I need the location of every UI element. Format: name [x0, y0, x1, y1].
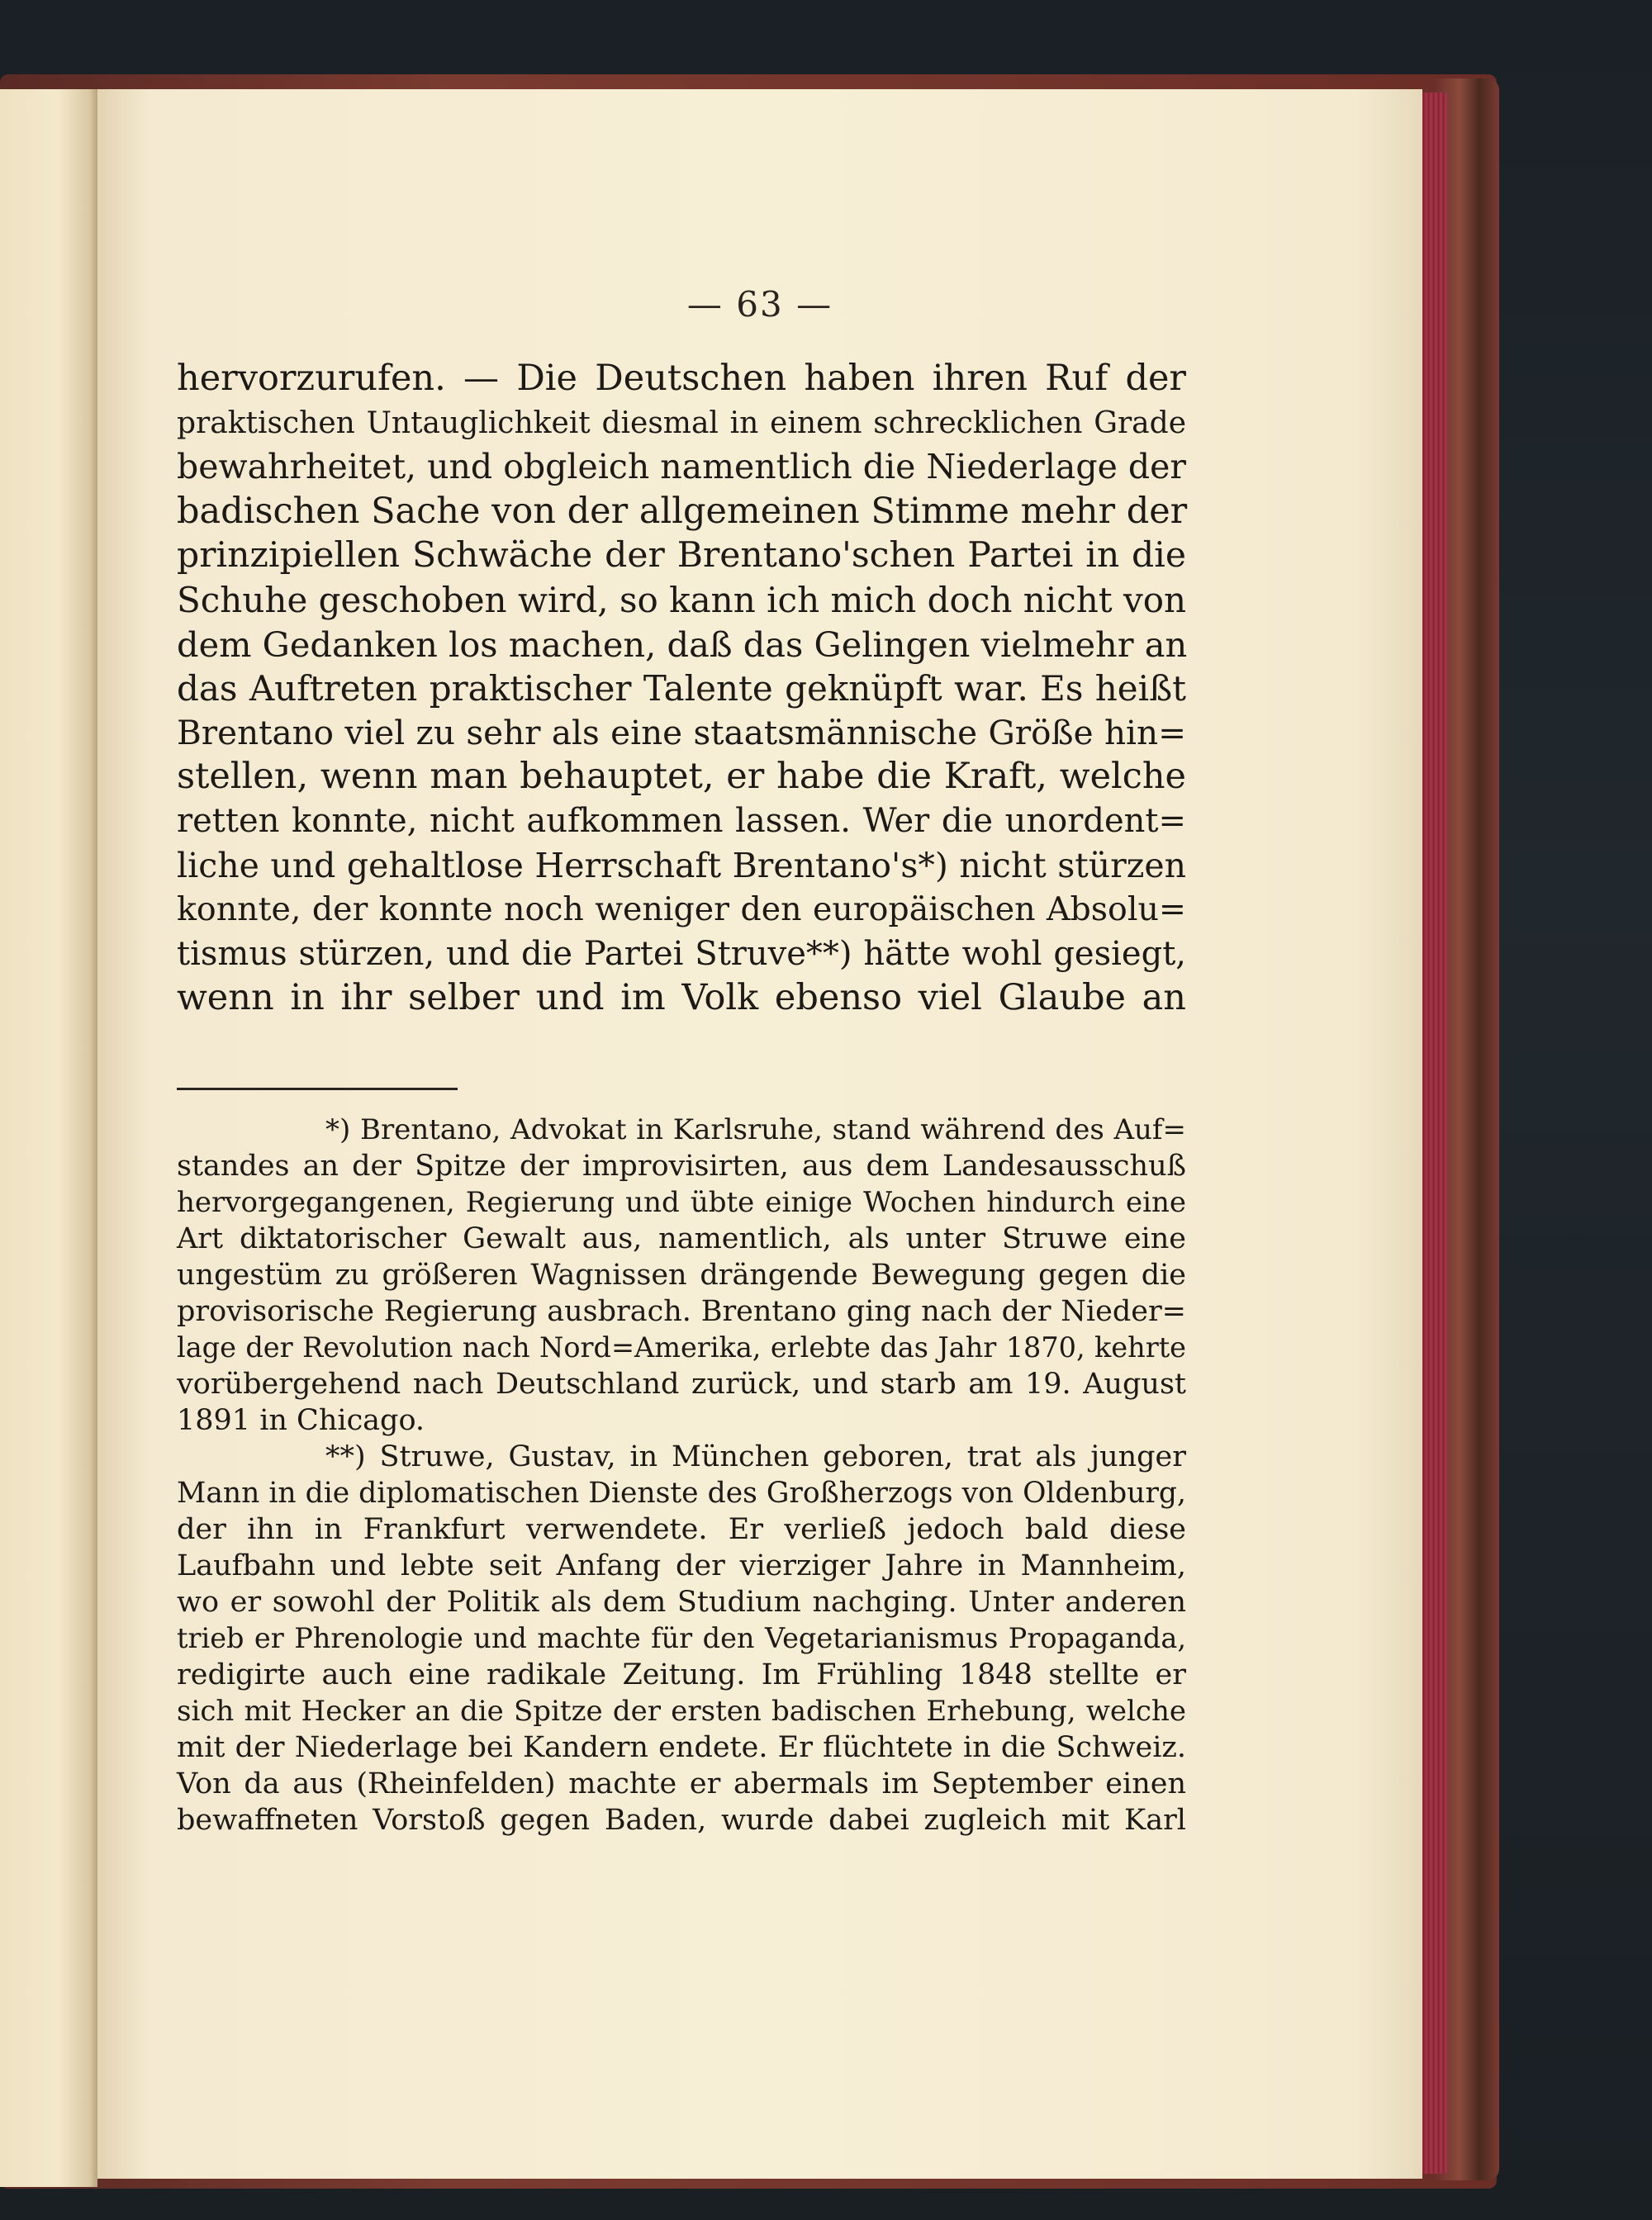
- page-number: — 63 —: [686, 284, 833, 325]
- footnote-line: trieb er Phrenologie und machte für den Vegetarianismus Propaganda,: [177, 1622, 1186, 1654]
- text-line: stellen, wenn man behauptet, er habe die Kraft, welche: [177, 756, 1186, 798]
- text-line: bewahrheitet, und obgleich namentlich die Niederlage der: [177, 447, 1186, 487]
- text-line: praktischen Untauglichkeit diesmal in einem schrecklichen Grade: [177, 406, 1186, 440]
- text-line: das Auftreten praktischer Talente geknüpft war. Es heißt: [177, 668, 1186, 709]
- footnote-line: hervorgegangenen, Regierung und übte einige Wochen hindurch eine: [177, 1186, 1186, 1219]
- footnote-line: sich mit Hecker an die Spitze der ersten badischen Erhebung, welche: [177, 1695, 1186, 1728]
- footnote-line: Mann in die diplomatischen Dienste des Großherzogs von Oldenburg,: [177, 1477, 1186, 1510]
- text-line: hervorzurufen. — Die Deutschen haben ihren Ruf der: [177, 358, 1186, 399]
- text-line: liche und gehaltlose Herrschaft Brentano's*) nicht stürzen: [177, 845, 1186, 885]
- footnote-line: der ihn in Frankfurt verwendete. Er verließ jedoch bald diese: [177, 1513, 1186, 1546]
- text-line: Schuhe geschoben wird, so kann ich mich doch nicht von: [177, 579, 1187, 620]
- left-page-sliver: [0, 89, 97, 2187]
- footnote-line: *) Brentano, Advokat in Karlsruhe, stand während des Auf=: [325, 1113, 1186, 1146]
- main-text: [177, 357, 1186, 1021]
- text-line: Brentano viel zu sehr als eine staatsmännische Größe hin=: [177, 712, 1186, 752]
- footnotes: [177, 1112, 1186, 1838]
- footnote-line: redigirte auch eine radikale Zeitung. Im Frühling 1848 stellte er: [177, 1658, 1186, 1691]
- footnote-line: Von da aus (Rheinfelden) machte er abermals im September einen: [177, 1767, 1186, 1800]
- text-line: wenn in ihr selber und im Volk ebenso viel Glaube an: [177, 977, 1186, 1019]
- footnote-line: provisorische Regierung ausbrach. Brentano ging nach der Nieder=: [177, 1295, 1186, 1328]
- footnote-line: bewaffneten Vorstoß gegen Baden, wurde dabei zugleich mit Karl: [177, 1804, 1186, 1837]
- text-line: konnte, der konnte noch weniger den europäischen Absolu=: [177, 890, 1186, 929]
- footnote-line: vorübergehend nach Deutschland zurück, und starb am 19. August: [177, 1368, 1186, 1401]
- footnote-line: Laufbahn und lebte seit Anfang der vierziger Jahre in Mannheim,: [177, 1549, 1186, 1582]
- text-line: badischen Sache von der allgemeinen Stimme mehr der: [177, 490, 1188, 532]
- text-line: tismus stürzen, und die Partei Struve**) hätte wohl gesiegt,: [177, 934, 1186, 973]
- footnote-line: lage der Revolution nach Nord=Amerika, erlebte das Jahr 1870, kehrte: [177, 1331, 1186, 1364]
- footnote-line: mit der Niederlage bei Kandern endete. Er flüchtete in die Schweiz.: [177, 1731, 1186, 1764]
- footnote-line: standes an der Spitze der improvisirten, aus dem Landesausschuß: [177, 1150, 1186, 1183]
- footnote-divider: [177, 1088, 458, 1090]
- footnote-line: ungestüm zu größeren Wagnissen drängende Bewegung gegen die: [177, 1259, 1186, 1292]
- footnote-line: Art diktatorischer Gewalt aus, namentlich, als unter Struwe eine: [177, 1222, 1186, 1255]
- footnote-line: 1891 in Chicago.: [177, 1404, 425, 1437]
- text-line: dem Gedanken los machen, daß das Gelingen vielmehr an: [177, 624, 1188, 665]
- page-edge: [1419, 92, 1447, 2174]
- text-line: prinzipiellen Schwäche der Brentano'schen Partei in die: [177, 535, 1186, 576]
- footnote-line: wo er sowohl der Politik als dem Studium nachging. Unter anderen: [177, 1586, 1186, 1619]
- text-line: retten konnte, nicht aufkommen lassen. Wer die unordent=: [177, 801, 1186, 840]
- footnote-line: **) Struwe, Gustav, in München geboren, trat als junger: [325, 1440, 1186, 1473]
